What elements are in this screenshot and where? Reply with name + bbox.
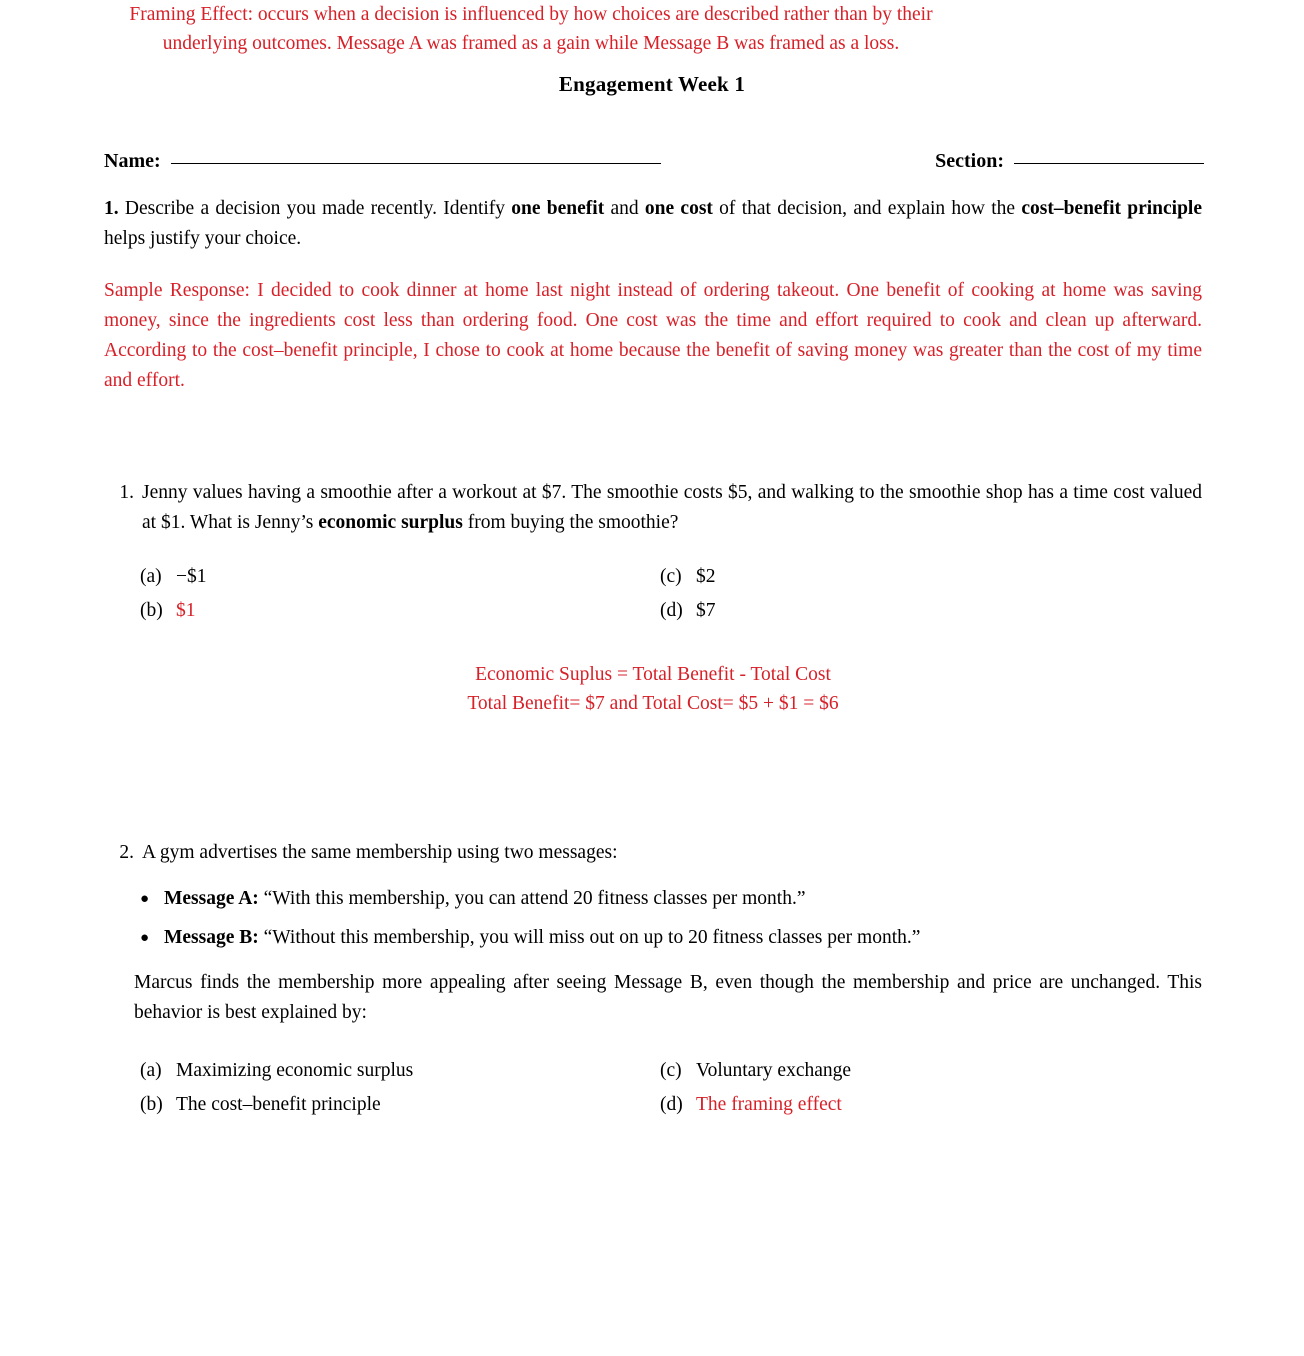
question-one-bold-1: economic surplus xyxy=(318,512,463,533)
choice-c-label: (c) xyxy=(660,1060,682,1081)
list-item xyxy=(140,884,1200,914)
question-two-stem: A gym advertises the same membership using two messages: xyxy=(142,842,618,863)
choice-c-text: Voluntary exchange xyxy=(696,1060,852,1081)
choice-a-label: (a) xyxy=(140,1060,162,1081)
choice-d-text: The framing effect xyxy=(696,1094,842,1115)
choice-a-text: Maximizing economic surplus xyxy=(176,1060,414,1081)
question-zero-bold-3: cost–benefit principle xyxy=(1021,198,1203,219)
choice-b[interactable] xyxy=(140,594,660,628)
question-two-number: 2. xyxy=(119,842,134,863)
question-zero-bold-1: one benefit xyxy=(511,198,605,219)
question-one-number: 1. xyxy=(119,482,134,503)
question-one-choices xyxy=(140,560,1200,628)
choice-d-text: $7 xyxy=(696,600,716,621)
name-input-rule[interactable] xyxy=(171,163,661,164)
question-one-solution xyxy=(104,660,1202,718)
message-b-label: Message B: xyxy=(164,927,259,948)
sample-response-text: Sample Response: I decided to cook dinner at home last night instead of ordering takeout. One benefit of cooking at home was saving money, since the ingredients cost less than ordering food. One cost was the time and effort required to cook and clean up afterward. According to the cost–benefit principle, I chose to cook at home because the benefit of saving money was greater than the cost of my time and effort. xyxy=(104,280,1202,391)
section-field-group xyxy=(935,150,1204,173)
question-zero-prompt xyxy=(104,194,1202,254)
question-zero-bold-2: one cost xyxy=(644,198,713,219)
question-two-choices xyxy=(140,1054,1200,1122)
choice-row xyxy=(140,1088,1200,1122)
bullet-icon: ● xyxy=(140,891,150,907)
question-two-solution xyxy=(0,0,1062,58)
choice-b-label: (b) xyxy=(140,600,163,621)
question-two xyxy=(104,838,1202,868)
question-two-solution-line-2: underlying outcomes. Message A was framed as a gain while Message B was framed as a loss. xyxy=(162,33,900,54)
choice-d[interactable] xyxy=(660,1088,842,1122)
question-one-solution-line-1: Economic Suplus = Total Benefit - Total Cost xyxy=(475,664,831,685)
question-zero-number: 1. xyxy=(104,198,119,219)
choice-c-label: (c) xyxy=(660,566,682,587)
choice-row xyxy=(140,560,1200,594)
name-label: Name: xyxy=(104,150,161,172)
choice-c[interactable] xyxy=(660,1054,851,1088)
section-input-rule[interactable] xyxy=(1014,163,1204,164)
choice-d-label: (d) xyxy=(660,600,683,621)
list-item xyxy=(140,923,1200,953)
section-label: Section: xyxy=(935,150,1004,172)
question-two-solution-line-1: Framing Effect: occurs when a decision is influenced by how choices are described rather than by their xyxy=(129,4,933,25)
choice-c-text: $2 xyxy=(696,566,716,587)
question-two-message-list xyxy=(140,884,1200,962)
message-a-label: Message A: xyxy=(164,888,259,909)
message-b-text: “Without this membership, you will miss out on up to 20 fitness classes per month.” xyxy=(258,927,921,948)
choice-a-label: (a) xyxy=(140,566,162,587)
page-title: Engagement Week 1 xyxy=(558,72,746,96)
choice-a[interactable] xyxy=(140,1054,660,1088)
question-zero-text-2: and xyxy=(604,198,645,219)
message-a-text: “With this membership, you can attend 20 fitness classes per month.” xyxy=(258,888,806,909)
bullet-icon: ● xyxy=(140,930,150,946)
choice-a-text: −$1 xyxy=(176,566,207,587)
choice-b[interactable] xyxy=(140,1088,660,1122)
question-zero-text-3: of that decision, and explain how the xyxy=(712,198,1022,219)
choice-d-label: (d) xyxy=(660,1094,683,1115)
question-one xyxy=(104,478,1202,538)
choice-row xyxy=(140,1054,1200,1088)
question-zero-text-4: helps justify your choice. xyxy=(104,228,302,249)
question-zero-text-1: Describe a decision you made recently. Identify xyxy=(124,198,512,219)
choice-c[interactable] xyxy=(660,560,716,594)
question-one-solution-line-2: Total Benefit= $7 and Total Cost= $5 + $1 = $6 xyxy=(467,693,839,714)
choice-b-label: (b) xyxy=(140,1094,163,1115)
name-field-group xyxy=(104,150,661,173)
choice-b-text: The cost–benefit principle xyxy=(176,1094,381,1115)
question-one-text-2: from buying the smoothie? xyxy=(462,512,679,533)
question-one-text-1: Jenny values having a smoothie after a workout at $7. The smoothie costs $5, and walking to the smoothie shop has a time cost valued at $1. What is Jenny’s xyxy=(142,482,1202,533)
identity-row xyxy=(104,150,1204,178)
question-one-body xyxy=(142,478,1202,538)
choice-a[interactable] xyxy=(140,560,660,594)
question-two-followup: Marcus finds the membership more appealing after seeing Message B, even though the membership and price are unchanged. This behavior is best explained by: xyxy=(134,972,1202,1023)
choice-row xyxy=(140,594,1200,628)
choice-d[interactable] xyxy=(660,594,716,628)
choice-b-text: $1 xyxy=(176,600,196,621)
